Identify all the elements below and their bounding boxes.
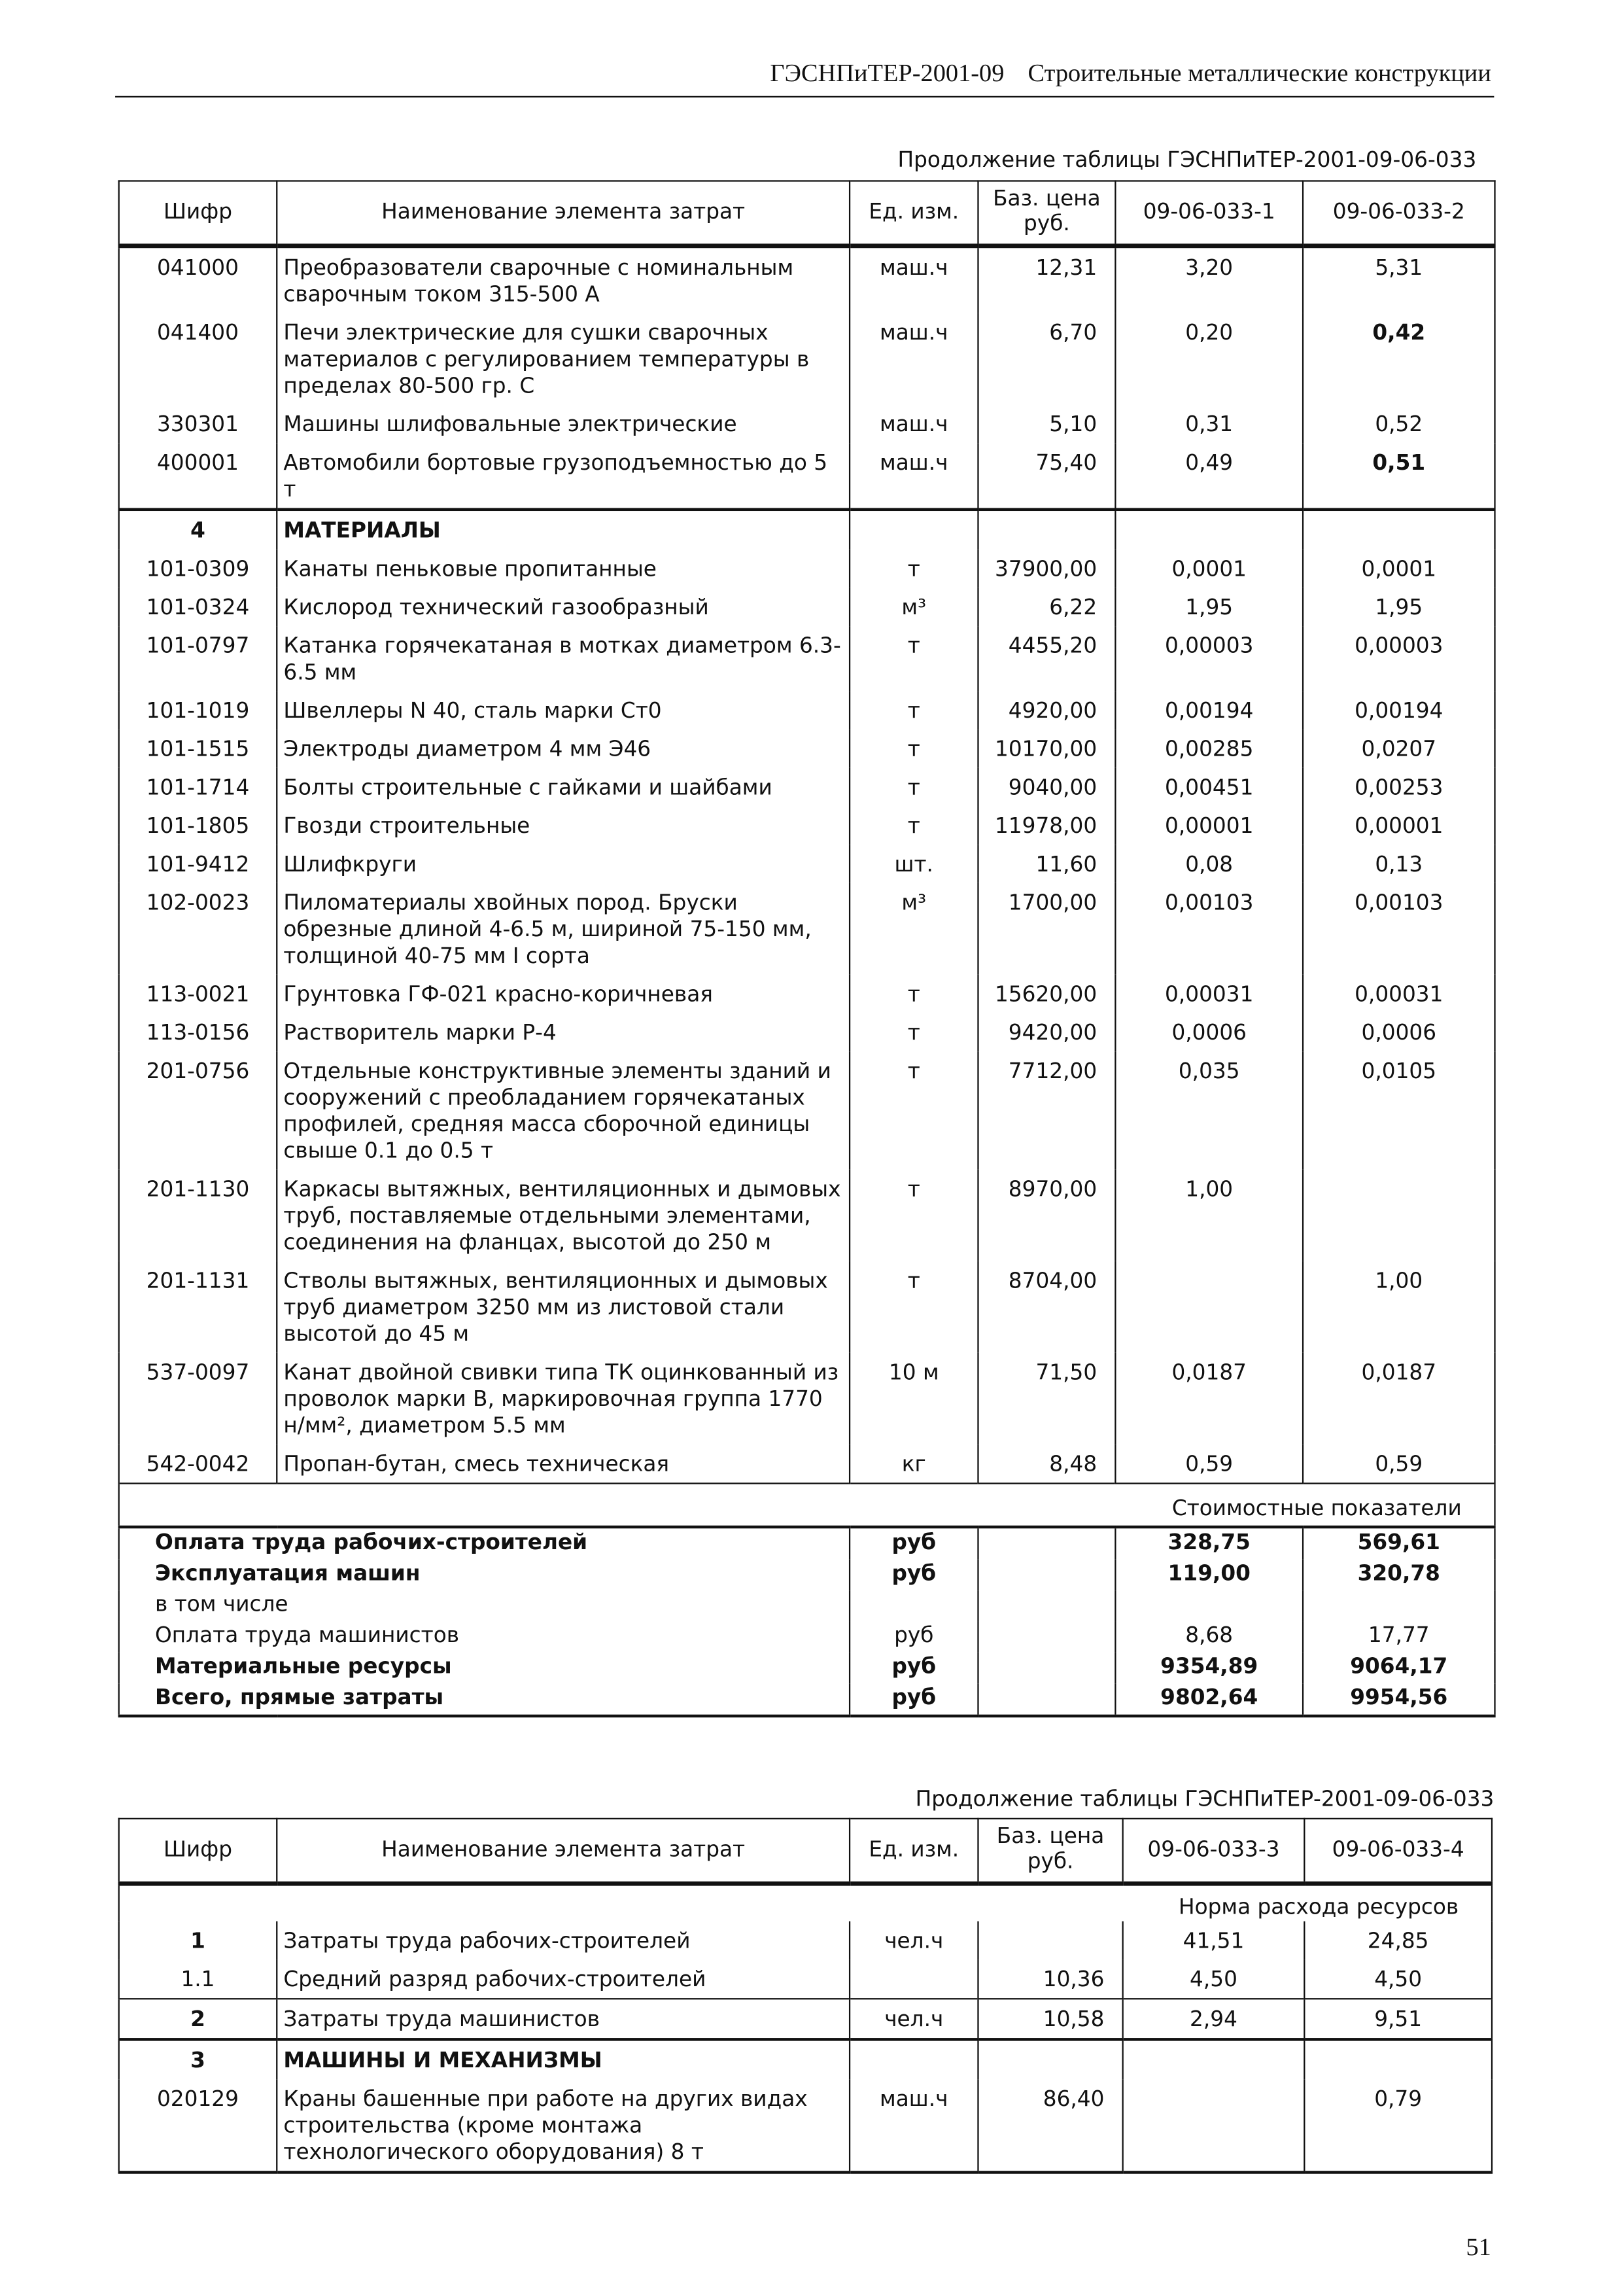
variant-2-cell: 0,0187 [1303,1353,1494,1445]
code-cell: 2 [119,1999,277,2039]
unit-cell: т [850,806,978,845]
summary-name-cell: Материальные ресурсы [119,1653,850,1683]
variant-2-cell: 1,00 [1303,1261,1494,1353]
price-cell: 37900,00 [978,550,1115,588]
price-cell: 9040,00 [978,768,1115,807]
price-cell: 10170,00 [978,729,1115,768]
summary-name-cell: Эксплуатация машин [119,1560,850,1590]
variant-1-cell [1123,2079,1305,2172]
name-cell: Преобразователи сварочные с номинальным сварочным током 315-500 А [277,246,850,313]
table-row [119,768,1495,807]
variant-2-cell: 569,61 [1303,1527,1494,1560]
variant-1-cell: 0,035 [1115,1051,1303,1170]
variant-1-cell: 0,59 [1115,1445,1303,1484]
unit-cell: т [850,768,978,807]
name-cell: Стволы вытяжных, вентиляционных и дымовых труб диаметром 3250 мм из листовой стали высотой до 45 м [277,1261,850,1353]
section-row [119,510,1495,550]
code-cell: 101-0797 [119,626,277,691]
variant-2-cell: 0,52 [1303,405,1494,444]
name-cell: Канат двойной свивки типа ТК оцинкованный из проволок марки В, маркировочная группа 1770 н/мм², диаметром 5.5 мм [277,1353,850,1445]
code-cell: 330301 [119,405,277,444]
name-cell: Каркасы вытяжных, вентиляционных и дымовых труб, поставляемые отдельными элементами, соединения на фланцах, высотой до 250 м [277,1170,850,1261]
variant-1-cell [1115,1590,1303,1621]
code-cell: 101-1019 [119,691,277,729]
price-cell: 86,40 [978,2079,1122,2172]
col-variant-2-header: 09-06-033-4 [1304,1819,1492,1883]
table-header-row [119,1819,1492,1883]
unit-cell: т [850,1170,978,1261]
unit-cell: т [850,626,978,691]
table-row [119,443,1495,510]
col-variant-1-header: 09-06-033-1 [1115,181,1303,246]
variant-2-cell: 0,0207 [1303,729,1494,768]
variant-2-cell: 4,50 [1304,1959,1492,1999]
table-row [119,883,1495,975]
variant-1-cell: 0,0006 [1115,1013,1303,1052]
variant-1-cell: 1,95 [1115,587,1303,626]
table-row [119,626,1495,691]
price-cell: 5,10 [978,405,1115,444]
variant-2-cell [1303,1170,1494,1261]
unit-cell: т [850,691,978,729]
unit-cell: м³ [850,883,978,975]
unit-cell: м³ [850,587,978,626]
table-row [119,1170,1495,1261]
table-row [119,845,1495,883]
header-code: ГЭСНПиТЕР-2001-09 [770,59,1005,88]
variant-1-cell: 0,20 [1115,313,1303,405]
summary-row [119,1683,1495,1716]
price-cell [978,1683,1115,1716]
variant-1-cell [1115,1261,1303,1353]
variant-1-cell: 0,00451 [1115,768,1303,807]
unit-cell: т [850,975,978,1013]
resource-table-2 [118,1818,1493,2174]
name-cell: Печи электрические для сушки сварочных материалов с регулированием температуры в пределах 80-500 гр. С [277,313,850,405]
col-name-header: Наименование элемента затрат [277,1819,850,1883]
unit-cell [850,1959,978,1999]
variant-2-cell [1303,510,1494,550]
code-cell: 041400 [119,313,277,405]
variant-1-cell: 2,94 [1123,1999,1305,2039]
variant-1-cell: 0,49 [1115,443,1303,510]
table-row [119,975,1495,1013]
name-cell: Гвозди строительные [277,806,850,845]
variant-2-cell: 1,95 [1303,587,1494,626]
name-cell: Электроды диаметром 4 мм Э46 [277,729,850,768]
variant-2-cell: 0,42 [1303,313,1494,405]
variant-2-cell: 0,00001 [1303,806,1494,845]
name-cell: Швеллеры N 40, сталь марки Ст0 [277,691,850,729]
variant-2-cell: 17,77 [1303,1622,1494,1653]
name-cell: Катанка горячекатаная в мотках диаметром 6.3-6.5 мм [277,626,850,691]
summary-name-cell: Оплата труда рабочих-строителей [119,1527,850,1560]
unit-cell: чел.ч [850,1999,978,2039]
col-unit-header: Ед. изм. [850,1819,978,1883]
price-cell: 6,70 [978,313,1115,405]
unit-cell: чел.ч [850,1921,978,1960]
col-variant-2-header: 09-06-033-2 [1303,181,1494,246]
unit-cell: маш.ч [850,443,978,510]
code-cell: 020129 [119,2079,277,2172]
table-row [119,587,1495,626]
variant-1-cell: 9802,64 [1115,1683,1303,1716]
code-cell: 201-1131 [119,1261,277,1353]
variant-1-cell: 0,0187 [1115,1353,1303,1445]
table-row [119,405,1495,444]
variant-1-cell: 328,75 [1115,1527,1303,1560]
code-cell: 101-1714 [119,768,277,807]
code-cell: 041000 [119,246,277,313]
col-code-header: Шифр [119,1819,277,1883]
name-cell: Автомобили бортовые грузоподъемностью до 5 т [277,443,850,510]
price-cell [978,1653,1115,1683]
table-row [119,1051,1495,1170]
unit-cell: т [850,729,978,768]
name-cell: Затраты труда рабочих-строителей [277,1921,850,1960]
variant-1-cell: 0,0001 [1115,550,1303,588]
table-row [119,1999,1492,2039]
code-cell: 101-0309 [119,550,277,588]
unit-cell: маш.ч [850,405,978,444]
unit-cell: т [850,550,978,588]
summary-row [119,1527,1495,1560]
unit-cell [850,510,978,550]
name-cell: Пиломатериалы хвойных пород. Бруски обрезные длиной 4-6.5 м, шириной 75-150 мм, толщиной 40-75 мм I сорта [277,883,850,975]
table-row [119,2079,1492,2172]
summary-name-cell: в том числе [119,1590,850,1621]
unit-cell: маш.ч [850,246,978,313]
summary-row [119,1622,1495,1653]
variant-2-cell: 0,00253 [1303,768,1494,807]
table-row [119,806,1495,845]
price-cell: 4455,20 [978,626,1115,691]
price-cell [978,1622,1115,1653]
variant-2-cell: 0,59 [1303,1445,1494,1484]
name-cell: Средний разряд рабочих-строителей [277,1959,850,1999]
code-cell: 201-1130 [119,1170,277,1261]
variant-2-cell: 0,0006 [1303,1013,1494,1052]
name-cell: Отдельные конструктивные элементы зданий и сооружений с преобладанием горячекатаных профилей, средняя масса сборочной единицы свыше 0.1 до 0.5 т [277,1051,850,1170]
variant-2-cell: 0,0105 [1303,1051,1494,1170]
code-cell: 113-0156 [119,1013,277,1052]
price-cell: 9420,00 [978,1013,1115,1052]
band-label: Стоимостные показатели [119,1483,1495,1527]
variant-1-cell: 0,00003 [1115,626,1303,691]
summary-row [119,1590,1495,1621]
header-rule [115,96,1494,97]
price-cell: 12,31 [978,246,1115,313]
price-cell: 71,50 [978,1353,1115,1445]
price-cell [978,1527,1115,1560]
running-header [770,59,1491,88]
name-cell: Затраты труда машинистов [277,1999,850,2039]
name-cell: Грунтовка ГФ-021 красно-коричневая [277,975,850,1013]
variant-1-cell: 0,31 [1115,405,1303,444]
price-cell: 15620,00 [978,975,1115,1013]
variant-1-cell: 0,08 [1115,845,1303,883]
unit-cell: 10 м [850,1353,978,1445]
variant-2-cell: 0,51 [1303,443,1494,510]
code-cell: 101-0324 [119,587,277,626]
price-cell: 7712,00 [978,1051,1115,1170]
variant-2-cell: 5,31 [1303,246,1494,313]
price-cell: 11,60 [978,845,1115,883]
variant-1-cell: 1,00 [1115,1170,1303,1261]
unit-cell: руб [850,1683,978,1716]
unit-cell: руб [850,1527,978,1560]
variant-1-cell: 8,68 [1115,1622,1303,1653]
unit-cell: т [850,1013,978,1052]
price-cell [978,510,1115,550]
unit-cell: т [850,1261,978,1353]
table-row [119,1445,1495,1484]
unit-cell [850,1590,978,1621]
variant-1-cell: 0,00194 [1115,691,1303,729]
variant-1-cell [1123,2039,1305,2079]
unit-cell: маш.ч [850,313,978,405]
code-cell: 400001 [119,443,277,510]
variant-2-cell: 24,85 [1304,1921,1492,1960]
variant-2-cell: 0,00103 [1303,883,1494,975]
variant-1-cell: 4,50 [1123,1959,1305,1999]
variant-2-cell: 0,79 [1304,2079,1492,2172]
summary-name-cell: Оплата труда машинистов [119,1622,850,1653]
variant-1-cell: 3,20 [1115,246,1303,313]
table-row [119,1013,1495,1052]
price-cell: 6,22 [978,587,1115,626]
code-cell: 4 [119,510,277,550]
variant-1-cell: 119,00 [1115,1560,1303,1590]
variant-2-cell: 9,51 [1304,1999,1492,2039]
variant-2-cell: 9954,56 [1303,1683,1494,1716]
code-cell: 3 [119,2039,277,2079]
col-unit-header: Ед. изм. [850,181,978,246]
summary-name-cell: Всего, прямые затраты [119,1683,850,1716]
price-cell: 10,36 [978,1959,1122,1999]
variant-1-cell: 9354,89 [1115,1653,1303,1683]
section-row [119,2039,1492,2079]
col-name-header: Наименование элемента затрат [277,181,850,246]
price-cell [978,1560,1115,1590]
unit-cell: шт. [850,845,978,883]
code-cell: 101-1515 [119,729,277,768]
col-price-header: Баз. цена руб. [978,1819,1122,1883]
price-cell: 75,40 [978,443,1115,510]
variant-2-cell: 0,00003 [1303,626,1494,691]
unit-cell: т [850,1051,978,1170]
table-row [119,550,1495,588]
col-variant-1-header: 09-06-033-3 [1123,1819,1305,1883]
band-label: Норма расхода ресурсов [119,1883,1492,1921]
table-row [119,313,1495,405]
variant-2-cell: 0,0001 [1303,550,1494,588]
name-cell: МАТЕРИАЛЫ [277,510,850,550]
code-cell: 1 [119,1921,277,1960]
variant-2-cell [1304,2039,1492,2079]
name-cell: Шлифкруги [277,845,850,883]
variant-2-cell: 9064,17 [1303,1653,1494,1683]
variant-2-cell [1303,1590,1494,1621]
unit-cell [850,2039,978,2079]
table-row [119,1353,1495,1445]
name-cell: Кислород технический газообразный [277,587,850,626]
page-number: 51 [1466,2233,1491,2261]
variant-1-cell: 0,00001 [1115,806,1303,845]
unit-cell: руб [850,1560,978,1590]
table-row [119,691,1495,729]
code-cell: 542-0042 [119,1445,277,1484]
code-cell: 101-1805 [119,806,277,845]
variant-2-cell: 0,13 [1303,845,1494,883]
table-row [119,729,1495,768]
unit-cell: руб [850,1622,978,1653]
band-row [119,1483,1495,1527]
price-cell: 1700,00 [978,883,1115,975]
code-cell: 102-0023 [119,883,277,975]
variant-1-cell: 41,51 [1123,1921,1305,1960]
table-row [119,1959,1492,1999]
col-price-header: Баз. цена руб. [978,181,1115,246]
table-row [119,246,1495,313]
code-cell: 101-9412 [119,845,277,883]
price-cell: 10,58 [978,1999,1122,2039]
header-title: Строительные металлические конструкции [1028,59,1491,88]
price-cell: 8970,00 [978,1170,1115,1261]
variant-1-cell: 0,00285 [1115,729,1303,768]
name-cell: Канаты пеньковые пропитанные [277,550,850,588]
price-cell [978,1590,1115,1621]
unit-cell: маш.ч [850,2079,978,2172]
name-cell: Машины шлифовальные электрические [277,405,850,444]
resource-table-1 [118,180,1496,1717]
variant-2-cell: 0,00194 [1303,691,1494,729]
code-cell: 113-0021 [119,975,277,1013]
table-header-row [119,181,1495,246]
code-cell: 201-0756 [119,1051,277,1170]
col-code-header: Шифр [119,181,277,246]
name-cell: Растворитель марки Р-4 [277,1013,850,1052]
table-row [119,1921,1492,1960]
price-cell: 4920,00 [978,691,1115,729]
table-row [119,1261,1495,1353]
summary-row [119,1560,1495,1590]
variant-2-cell: 320,78 [1303,1560,1494,1590]
table2-caption: Продолжение таблицы ГЭСНПиТЕР-2001-09-06-033 [915,1788,1494,1812]
price-cell [978,1921,1122,1960]
name-cell: Краны башенные при работе на других видах строительства (кроме монтажа технологического оборудования) 8 т [277,2079,850,2172]
unit-cell: кг [850,1445,978,1484]
variant-1-cell: 0,00103 [1115,883,1303,975]
price-cell: 8,48 [978,1445,1115,1484]
name-cell: МАШИНЫ И МЕХАНИЗМЫ [277,2039,850,2079]
price-cell: 8704,00 [978,1261,1115,1353]
name-cell: Пропан-бутан, смесь техническая [277,1445,850,1484]
code-cell: 1.1 [119,1959,277,1999]
name-cell: Болты строительные с гайками и шайбами [277,768,850,807]
band-row [119,1883,1492,1921]
table1-caption: Продолжение таблицы ГЭСНПиТЕР-2001-09-06-033 [897,149,1477,173]
price-cell: 11978,00 [978,806,1115,845]
variant-1-cell: 0,00031 [1115,975,1303,1013]
variant-1-cell [1115,510,1303,550]
code-cell: 537-0097 [119,1353,277,1445]
unit-cell: руб [850,1653,978,1683]
variant-2-cell: 0,00031 [1303,975,1494,1013]
price-cell [978,2039,1122,2079]
summary-row [119,1653,1495,1683]
